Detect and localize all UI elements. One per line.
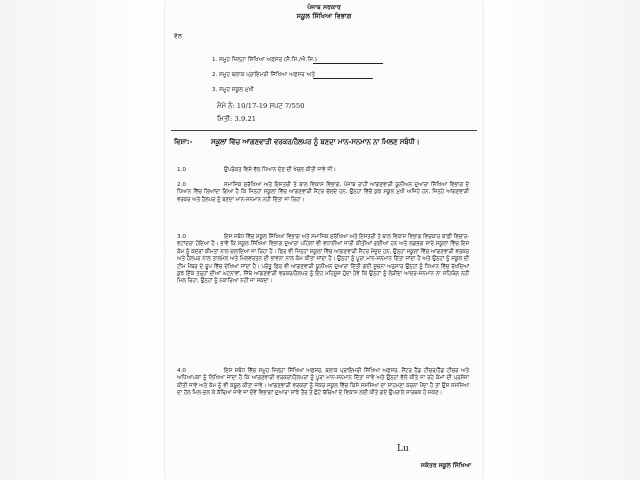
- paragraph-2-text: ਸਮਾਜਿਕ ਸੁਰੱਖਿਆ ਅਤੇ ਇਸਤਰੀ ਤੇ ਬਾਲ ਵਿਕਾਸ ਵਿਭਾਗ, ਪੰਜਾਬ ਰਾਹੀਂ ਆਂਗਣਵਾੜੀ ਯੂਨੀਅਨ ਦੁਆਰਾ ਸਿੱਖਿਆ ਵਿਭਾਗ ਦੇ ਧਿਆਨ ਵਿੱਚ ਲਿਆਂਦਾ ਗਿਆ ਹੈ ਕਿ ਜਿਨ੍ਹਾਂ ਸਕੂਲਾਂ ਵਿੱਚ ਆਂਗਣਵਾੜੀ ਸੈਂਟਰ ਚੱਲਦੇ ਹਨ, ਉਨ੍ਹਾਂ ਵਿੱਚੋਂ ਕੁਝ ਸਕੂਲ ਮੁਖੀ ਅਜਿਹੇ ਹਨ, ਜਿਨ੍ਹੇ ਆਂਗਣਵਾੜੀ ਵਰਕਰ ਅਤੇ ਹੈਲਪਰ ਨੂੰ ਬਣਦਾ ਮਾਨ-ਸਨਮਾਨ ਨਹੀਂ ਦਿੱਤਾ ਜਾ ਰਿਹਾ।: [177, 182, 469, 203]
- handwritten-signature: Lu: [397, 444, 409, 454]
- header-government: ਪੰਜਾਬ ਸਰਕਾਰ: [307, 4, 341, 11]
- subject-label: ਵਿਸ਼ਾ:-: [174, 138, 193, 146]
- header-department: ਸਕੂਲ ਸਿੱਖਿਆ ਵਿਭਾਗ: [296, 12, 352, 20]
- paragraph-4-text: ਇਸ ਸਬੰਧ ਵਿੱਚ ਸਮੂਹ ਜ਼ਿਲ੍ਹਾ ਸਿੱਖਿਆ ਅਫ਼ਸਰ, ਬਲਾਕ ਪ੍ਰਾਇਮਰੀ ਸਿੱਖਿਆ ਅਫ਼ਸਰ, ਸੈਂਟਰ ਹੈੱਡ ਟੀਚਰ/ਹੈੱਡ ਟੀਚਰ ਅਤੇ ਅਧਿਆਪਕਾਂ ਨੂੰ ਲਿਖਿਆ ਜਾਂਦਾ ਹੈ ਕਿ ਆਂਗਣਵਾੜੀ ਵਰਕਰਾਂ/ਹੈਲਪਰਾਂ ਨੂੰ ਪੂਰਾ ਮਾਨ-ਸਨਮਾਨ ਦਿੱਤਾ ਜਾਵੇ ਅਤੇ ਉਨ੍ਹਾਂ ਵੱਲੋਂ ਕੀਤੇ ਜਾ ਰਹੇ ਕੰਮਾਂ ਦੀ ਪ੍ਰਸ਼ੰਸਾ ਕੀਤੀ ਜਾਵੇ ਅਤੇ ਕੰਮ ਨੂੰ ਵੀ ਕਬੂਲ ਕੀਤਾ ਜਾਵੇ। ਆਂਗਣਵਾੜੀ ਵਰਕਰਾਂ ਨੂੰ ਜੇਕਰ ਸਕੂਲ ਵਿੱਚ ਕਿਸੇ ਸਮੱਸਿਆ ਦਾ ਸਾਹਮਣਾ ਕਰਨਾ ਪੈਂਦਾ ਹੈ ਤਾਂ ਉਸ ਸਮੱਸਿਆ ਦਾ ਹੱਲ ਮਿਲ-ਜੁਲ ਕੇ ਕੱਢਿਆ ਜਾਵੇ ਜਾਂ ਦੋਵੇਂ ਵਿਭਾਗਾਂ ਦੁਆਰਾ ਸਾਂਝੇ ਤੌਰ ਤੇ ਛੋਟੇ ਬੱਚਿਆਂ ਦੇ ਵਿਕਾਸ ਲਈ ਕੀਤੇ ਗਏ ਉਪਰਾਲੇ ਸਾਰਥਕ ਹੋ ਸਕਣ।: [177, 368, 469, 397]
- subject-text: ਸਕੂਲਾਂ ਵਿੱਚ ਆਂਗਣਵਾੜੀ ਵਰਕਰ/ਹੈਲਪਰ ਨੂੰ ਬਣਦਾ ਮਾਨ-ਸਨਮਾਨ ਨਾ ਮਿਲਣ ਸਬੰਧੀ।: [211, 138, 420, 146]
- paragraph-number-1: 1.0: [177, 167, 186, 173]
- divider-line: [171, 130, 477, 131]
- document-page: [165, 0, 483, 480]
- background-left: [0, 0, 165, 480]
- paragraph-number-2: 2.0: [177, 182, 186, 188]
- paragraph-number-4: 4.0: [177, 368, 186, 374]
- paragraph-1-text: ਉਪਰੋਕਤ ਵਿਸ਼ੇ ਵੱਲ ਧਿਆਨ ਦੇਣ ਦੀ ਖੇਚਲ ਕੀਤੀ ਜਾਵੇ ਜੀ।: [224, 167, 336, 173]
- handwritten-mark-1: [313, 63, 383, 64]
- paragraph-2: [177, 182, 469, 204]
- paragraph-3: [177, 234, 469, 286]
- paragraph-1: [177, 167, 469, 174]
- recipient-3: 3. ਸਮੂਹ ਸਕੂਲ ਮੁਖੀ: [212, 87, 254, 93]
- memo-date: ਮਿਤੀ: 3.9.21: [217, 115, 257, 123]
- paragraph-number-3: 3.0: [177, 234, 186, 240]
- handwritten-mark-2: [313, 78, 373, 79]
- paragraph-3-text: ਇਸ ਸਬੰਧ ਵਿੱਚ ਸਕੂਲ ਸਿੱਖਿਆ ਵਿਭਾਗ ਅਤੇ ਸਮਾਜਿਕ ਸੁਰੱਖਿਆ ਅਤੇ ਇਸਤਰੀ ਤੇ ਬਾਲ ਵਿਕਾਸ ਵਿਭਾਗ ਵਿਚਕਾਰ ਕਾਫ਼ੀ ਵਿਚਾਰ-ਵਟਾਂਦਰਾ ਹੋਇਆ ਹੈ। ਭਾਵੇਂ ਕਿ ਸਕੂਲ ਸਿੱਖਿਆ ਵਿਭਾਗ ਦੁਆਰਾ ਪਹਿਲਾਂ ਵੀ ਵਧਾਈਆਂ ਜਾਰੀ ਕੀਤੀਆਂ ਗਈਆਂ ਹਨ ਅਤੇ ਲਗਭਗ ਸਾਰੇ ਸਕੂਲਾਂ ਵਿੱਚ ਇਸ ਕੰਮ ਨੂੰ ਕਦਰਾਂ ਕੀਮਤਾਂ ਨਾਲ ਚਲਾਇਆ ਜਾ ਰਿਹਾ ਹੈ। ਫਿਰ ਵੀ ਜਿਨ੍ਹਾਂ ਸਕੂਲਾਂ ਵਿੱਚ ਆਂਗਣਵਾੜੀ ਸੈਂਟਰ ਮੌਜੂਦ ਹਨ, ਉਨ੍ਹਾਂ ਸਕੂਲਾਂ ਵਿੱਚ ਆਂਗਣਵਾੜੀ ਵਰਕਰ ਅਤੇ ਹੈਲਪਰ ਨਾਲ ਤਾਲਮੇਲ ਅਤੇ ਮਿਲਵਰਤਨ ਦੀ ਭਾਵਨਾ ਨਾਲ ਕੰਮ ਕੀਤਾ ਜਾਂਦਾ ਹੈ। ਉਨ੍ਹਾਂ ਨੂੰ ਪੂਰਾ ਮਾਨ-ਸਨਮਾਨ ਦਿੱਤਾ ਜਾਂਦਾ ਹੈ ਅਤੇ ਉਨ੍ਹਾਂ ਨੂੰ ਸਕੂਲ ਦੀ ਟੀਮ ਮੈਂਬਰ ਦੇ ਰੂਪ ਵਿੱਚ ਦੇਖਿਆ ਜਾਂਦਾ ਹੈ। ਪਰੰਤੂ ਫਿਰ ਵੀ ਆਂਗਣਵਾੜੀ ਯੂਨੀਅਨ ਦੁਆਰਾ ਦਿੱਤੀ ਗਈ ਸੂਚਨਾ ਅਨੁਸਾਰ ਉਨ੍ਹਾਂ ਨੂੰ ਧਿਆਨ ਵਿੱਚ ਰੱਖਦਿਆਂ ਕੁਝ ਇੱਕ ਤਰ੍ਹਾਂ ਦੀਆਂ ਘਟਨਾਵਾਂ, ਜਿੱਥੇ ਆਂਗਣਵਾੜੀ ਵਰਕਰ/ਹੈਲਪਰ ਨੂੰ ਇਹ ਮਹਿਸੂਸ ਹੁੰਦਾ ਹੋਵੇ ਕਿ ਉਨ੍ਹਾਂ ਨੂੰ ਲੋੜੀਂਦਾ ਆਦਰ-ਸਨਮਾਨ ਨਾ ਸਹਿਯੋਗ ਨਹੀਂ ਮਿਲ ਰਿਹਾ, ਉਨ੍ਹਾਂ ਨੂੰ ਨਕਾਰਿਆ ਨਹੀਂ ਜਾ ਸਕਦਾ।: [177, 234, 469, 285]
- paragraph-4: [177, 368, 469, 398]
- background-right: [475, 0, 640, 480]
- recipient-2: 2. ਸਮੂਹ ਬਲਾਕ ਪ੍ਰਾਇਮਰੀ ਸਿੱਖਿਆ ਅਫ਼ਸਰ ਅਤੇ: [212, 72, 315, 78]
- signatory-title: ਸਕੱਤਰ ਸਕੂਲ ਸਿੱਖਿਆ: [420, 462, 471, 469]
- memo-number: ਮੈਮੋ ਨੰ: 10/17-19 ਸਪਟ 7/550: [217, 102, 305, 110]
- recipient-1: 1. ਸਮੂਹ ਜ਼ਿਲ੍ਹਾ ਸਿੱਖਿਆ ਅਫ਼ਸਰ (ਸੈ.ਸਿ./ਐ.ਸਿ.): [212, 57, 317, 63]
- from-label: ਵੱਲ: [174, 33, 182, 40]
